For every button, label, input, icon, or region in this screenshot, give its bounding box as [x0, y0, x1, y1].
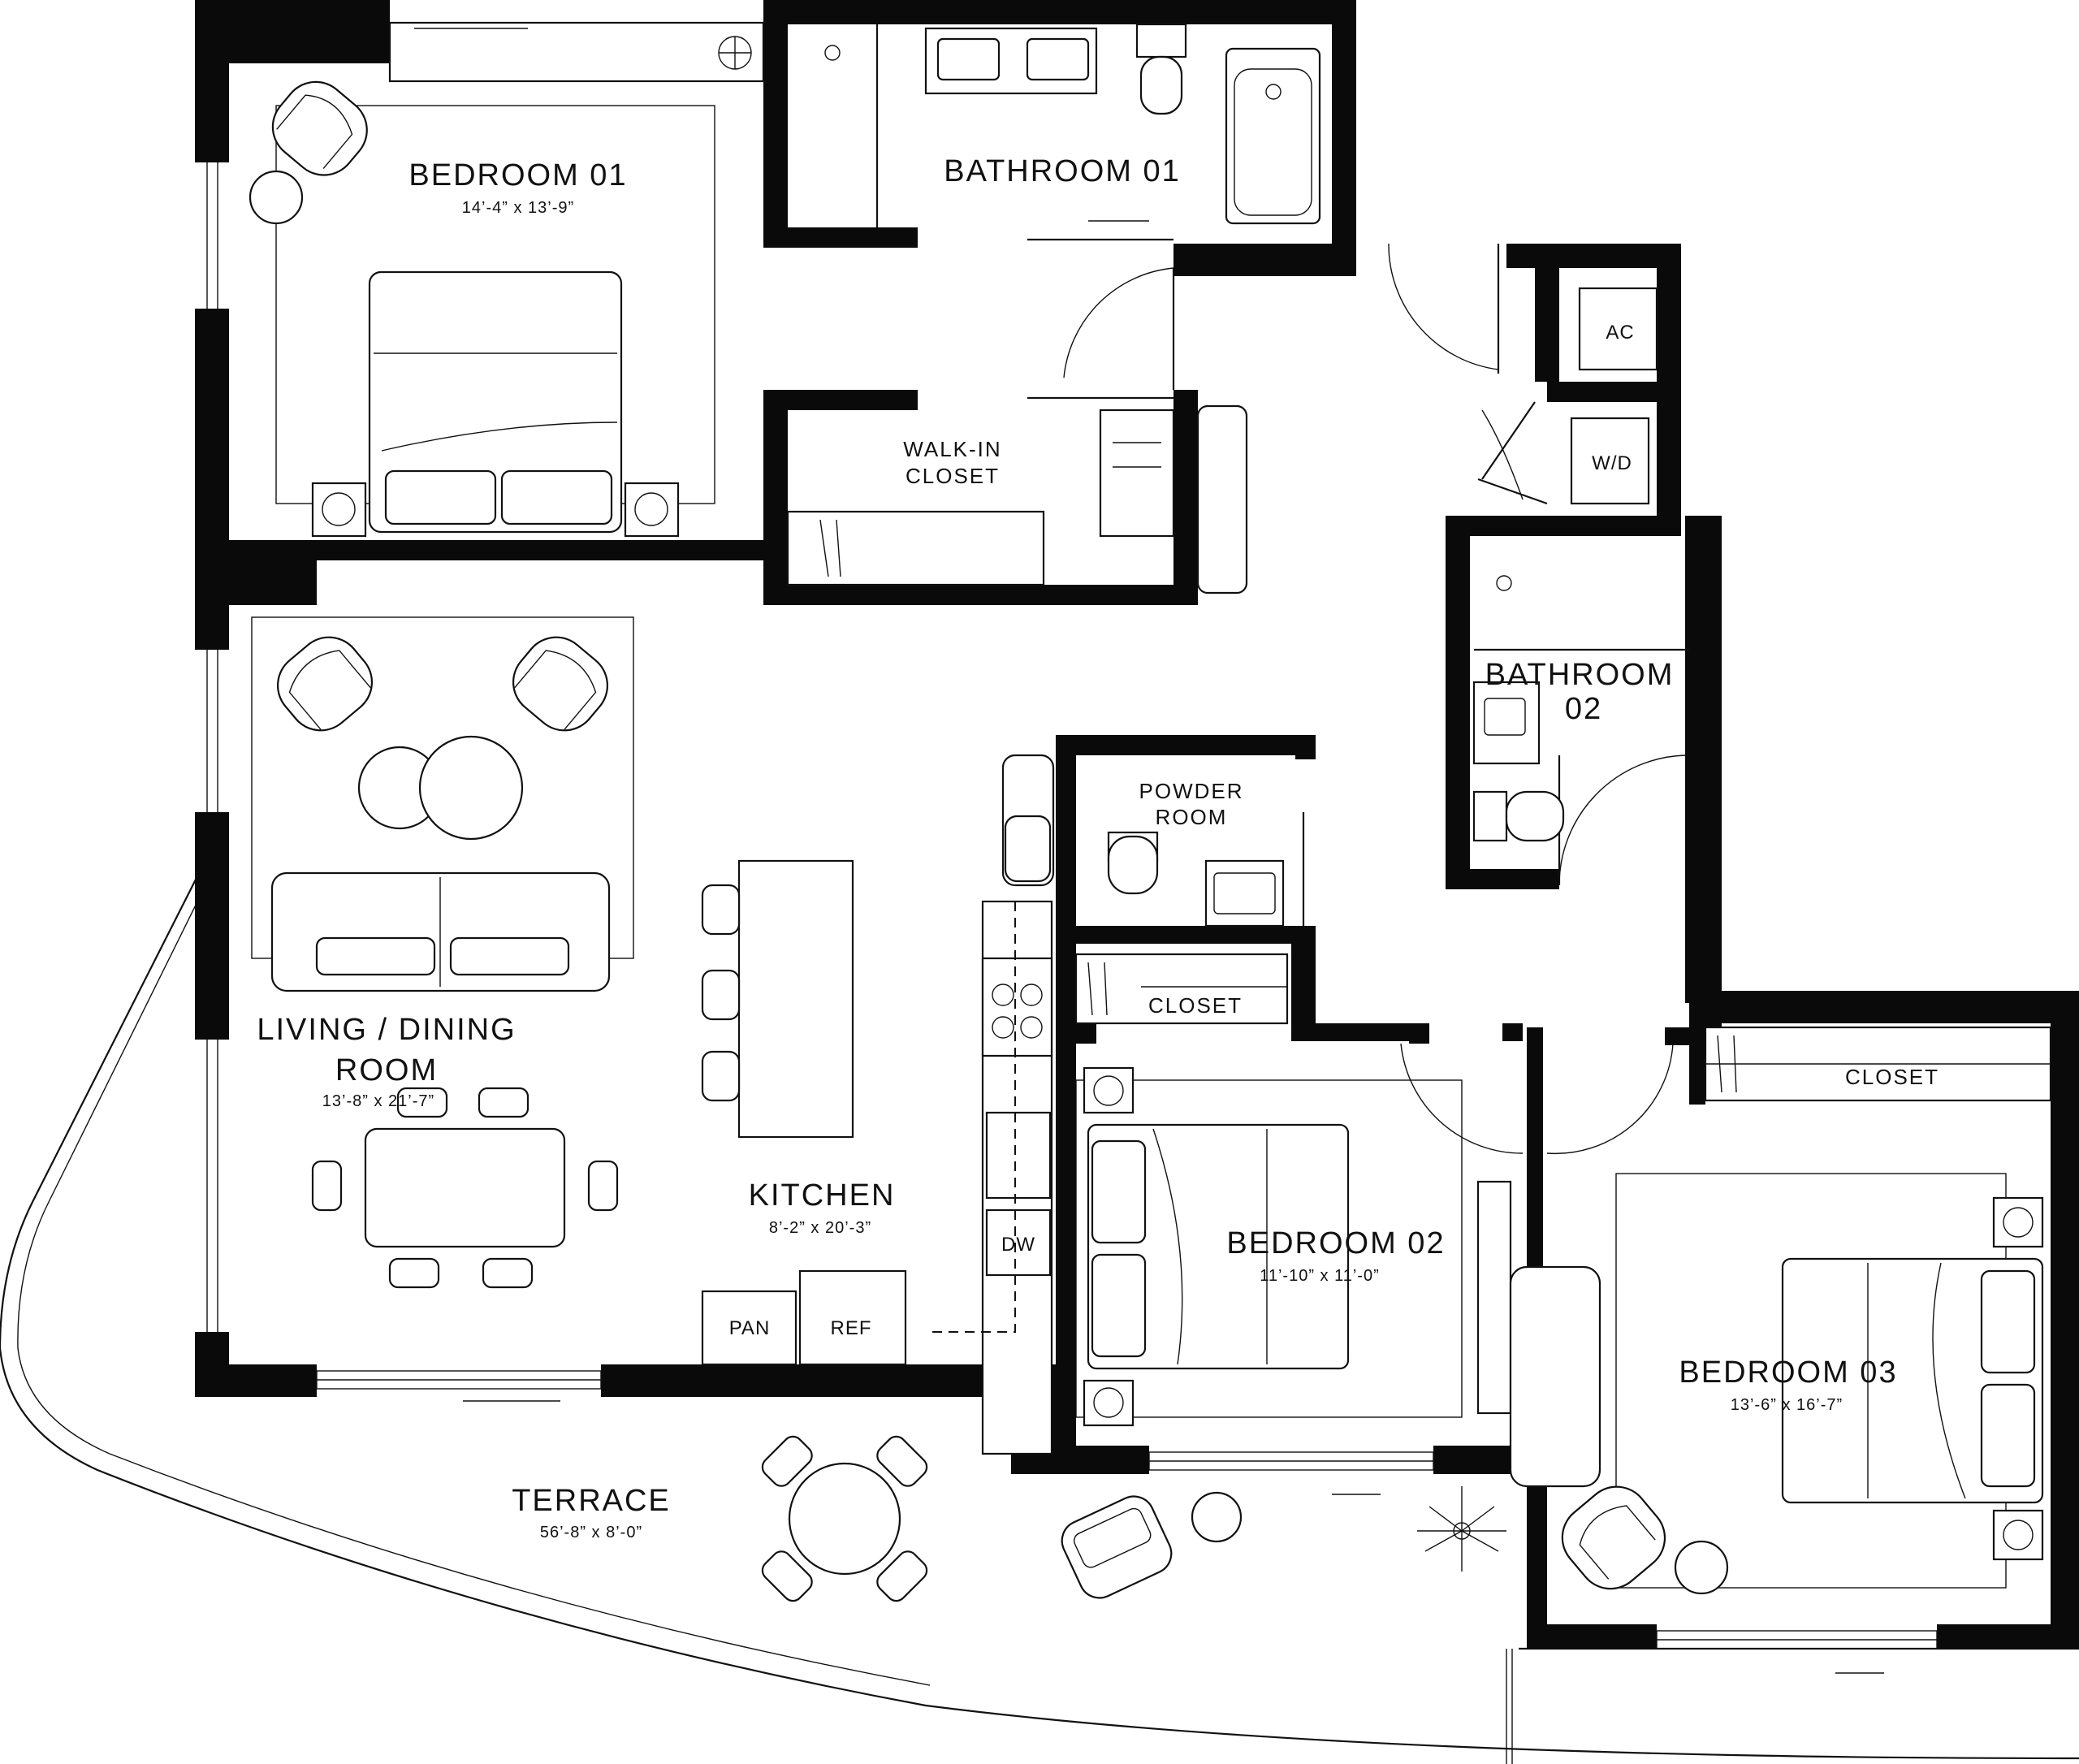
living-furniture [252, 617, 633, 1287]
hall-closet-label: CLOSET [1148, 993, 1243, 1018]
living-dims: 13’-8” x 21’-7” [322, 1092, 435, 1110]
bathroom02-label-line1: BATHROOM [1485, 658, 1675, 692]
bathroom01-label: BATHROOM 01 [944, 154, 1181, 188]
bedroom03-label: BEDROOM 03 [1679, 1355, 1898, 1390]
bedroom02-label: BEDROOM 02 [1226, 1226, 1446, 1260]
bathroom01-fixtures [825, 24, 1320, 240]
bedroom01-label: BEDROOM 01 [408, 158, 628, 192]
wd-label: W/D [1592, 452, 1632, 474]
ac-label: AC [1606, 322, 1635, 344]
kitchen-dims: 8’-2” x 20’-3” [768, 1219, 872, 1237]
walkin-label-line2: CLOSET [905, 464, 1001, 488]
bathroom02-label-line2: 02 [1564, 692, 1603, 726]
bedroom01-furniture [250, 23, 763, 536]
walkin-label-line1: WALK-IN [903, 437, 1002, 461]
kitchen-label: KITCHEN [748, 1178, 896, 1213]
bedroom01-dims: 14’-4” x 13’-9” [461, 199, 575, 217]
kitchen-fixtures [702, 816, 1052, 1454]
living-label-line1: LIVING / DINING [257, 1013, 517, 1047]
powder-label-line1: POWDER [1139, 779, 1244, 803]
bedroom03-closet-label: CLOSET [1844, 1065, 1940, 1089]
terrace-label: TERRACE [512, 1484, 671, 1518]
living-label-line2: ROOM [335, 1053, 439, 1087]
terrace-dims: 56’-8” x 8’-0” [539, 1524, 643, 1541]
bedroom03-furniture [1550, 1027, 2051, 1602]
bedroom02-dims: 11’-10” x 11’-0” [1260, 1267, 1380, 1285]
powder-label-line2: ROOM [1155, 805, 1228, 829]
pan-label: PAN [728, 1317, 771, 1339]
ref-label: REF [830, 1317, 872, 1339]
bedroom03-dims: 13’-6” x 16’-7” [1730, 1396, 1843, 1414]
dw-label: DW [1001, 1234, 1035, 1256]
